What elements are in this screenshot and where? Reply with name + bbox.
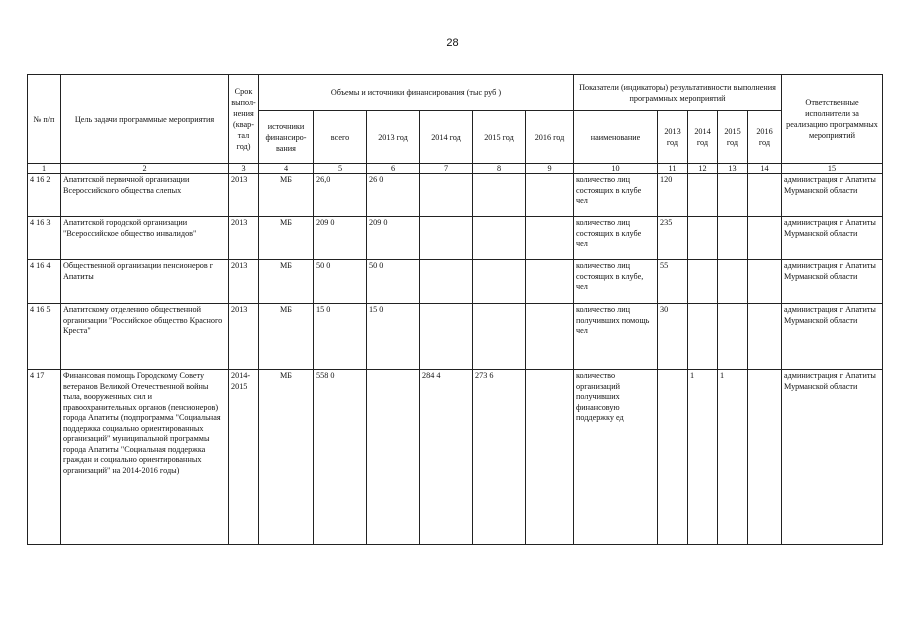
column-number: 10 bbox=[574, 164, 658, 174]
column-number: 2 bbox=[61, 164, 229, 174]
column-number: 11 bbox=[658, 164, 688, 174]
row-goal: Апатитской первичной организации Всероссийского общества слепых bbox=[61, 174, 229, 217]
row-fin-2015 bbox=[473, 260, 526, 304]
row-goal: Общественной организации пенсионеров г Апатиты bbox=[61, 260, 229, 304]
row-num: 4 16 4 bbox=[28, 260, 61, 304]
header-fin-2013: 2013 год bbox=[367, 111, 420, 164]
row-ind-2015 bbox=[718, 304, 748, 370]
header-ind-2014: 2014 год bbox=[688, 111, 718, 164]
row-fin-2016 bbox=[526, 370, 574, 545]
header-goal: Цель задачи программные мероприятия bbox=[61, 75, 229, 164]
row-fin-2015 bbox=[473, 304, 526, 370]
row-total: 15 0 bbox=[314, 304, 367, 370]
table-row bbox=[28, 260, 883, 304]
row-ind-2016 bbox=[748, 304, 782, 370]
row-term: 2013 bbox=[229, 174, 259, 217]
row-fin-2014 bbox=[420, 260, 473, 304]
row-ind-2015: 1 bbox=[718, 370, 748, 545]
column-number: 3 bbox=[229, 164, 259, 174]
page-number: 28 bbox=[446, 37, 459, 49]
header-num: № п/п bbox=[28, 75, 61, 164]
row-fin-2014 bbox=[420, 217, 473, 260]
column-number: 4 bbox=[259, 164, 314, 174]
column-number: 5 bbox=[314, 164, 367, 174]
column-number: 12 bbox=[688, 164, 718, 174]
row-responsible: администрация г Апатиты Мурманской области bbox=[782, 370, 883, 545]
header-ind-2016: 2016 год bbox=[748, 111, 782, 164]
row-fin-2015 bbox=[473, 217, 526, 260]
column-number-row bbox=[28, 164, 883, 174]
row-source: МБ bbox=[259, 304, 314, 370]
header-ind-2015: 2015 год bbox=[718, 111, 748, 164]
column-number: 1 bbox=[28, 164, 61, 174]
column-number: 9 bbox=[526, 164, 574, 174]
row-fin-2013 bbox=[367, 370, 420, 545]
row-num: 4 16 3 bbox=[28, 217, 61, 260]
row-fin-2013: 50 0 bbox=[367, 260, 420, 304]
row-num: 4 16 2 bbox=[28, 174, 61, 217]
table-row bbox=[28, 174, 883, 217]
row-indicator: количество лиц состоящих в клубе чел bbox=[574, 217, 658, 260]
row-indicator: количество организаций получивших финансовую поддержку ед bbox=[574, 370, 658, 545]
table-row bbox=[28, 304, 883, 370]
header-term: Срок выпол-нения (квар-тал год) bbox=[229, 75, 259, 164]
row-ind-2015 bbox=[718, 217, 748, 260]
row-fin-2015: 273 6 bbox=[473, 370, 526, 545]
row-ind-2013 bbox=[658, 370, 688, 545]
row-fin-2013: 15 0 bbox=[367, 304, 420, 370]
row-responsible: администрация г Апатиты Мурманской области bbox=[782, 260, 883, 304]
row-source: МБ bbox=[259, 370, 314, 545]
row-source: МБ bbox=[259, 260, 314, 304]
table-row bbox=[28, 217, 883, 260]
row-ind-2013: 120 bbox=[658, 174, 688, 217]
row-ind-2014 bbox=[688, 174, 718, 217]
row-ind-2015 bbox=[718, 260, 748, 304]
row-ind-2014: 1 bbox=[688, 370, 718, 545]
row-ind-2016 bbox=[748, 174, 782, 217]
program-measures-table bbox=[27, 74, 883, 545]
header-fin-source: источники финансиро-вания bbox=[259, 111, 314, 164]
row-source: МБ bbox=[259, 174, 314, 217]
row-total: 50 0 bbox=[314, 260, 367, 304]
column-number: 6 bbox=[367, 164, 420, 174]
row-goal: Финансовая помощь Городскому Совету ветеранов Великой Отечественной войны тыла, вооруженных сил и правоохранительных органов (пенсионеров) города Апатиты (подпрограмма "Социальная поддержка социально ориентированных организаций" муниципальной программы города Апатиты "Социальная поддержка граждан и социально ориентированных организаций" на 2014-2016 годы) bbox=[61, 370, 229, 545]
row-goal: Апатитскому отделению общественной организации "Российское общество Красного Креста" bbox=[61, 304, 229, 370]
row-fin-2016 bbox=[526, 304, 574, 370]
row-fin-2016 bbox=[526, 260, 574, 304]
header-row-1 bbox=[28, 75, 883, 111]
column-number: 7 bbox=[420, 164, 473, 174]
row-total: 26,0 bbox=[314, 174, 367, 217]
row-ind-2016 bbox=[748, 217, 782, 260]
header-fin-total: всего bbox=[314, 111, 367, 164]
row-source: МБ bbox=[259, 217, 314, 260]
row-term: 2013 bbox=[229, 217, 259, 260]
row-ind-2013: 55 bbox=[658, 260, 688, 304]
header-fin-2015: 2015 год bbox=[473, 111, 526, 164]
row-fin-2016 bbox=[526, 174, 574, 217]
row-term: 2014-2015 bbox=[229, 370, 259, 545]
row-fin-2014 bbox=[420, 174, 473, 217]
row-total: 209 0 bbox=[314, 217, 367, 260]
row-ind-2016 bbox=[748, 260, 782, 304]
row-term: 2013 bbox=[229, 260, 259, 304]
header-ind-2013: 2013 год bbox=[658, 111, 688, 164]
header-indicators-group: Показатели (индикаторы) результативности выполнения программных мероприятий bbox=[574, 75, 782, 111]
row-goal: Апатитской городской организации "Всероссийское общество инвалидов" bbox=[61, 217, 229, 260]
row-fin-2013: 209 0 bbox=[367, 217, 420, 260]
row-ind-2014 bbox=[688, 217, 718, 260]
column-number: 8 bbox=[473, 164, 526, 174]
row-indicator: количество лиц состоящих в клубе чел bbox=[574, 174, 658, 217]
header-fin-2014: 2014 год bbox=[420, 111, 473, 164]
header-fin-2016: 2016 год bbox=[526, 111, 574, 164]
row-fin-2016 bbox=[526, 217, 574, 260]
row-term: 2013 bbox=[229, 304, 259, 370]
row-fin-2014 bbox=[420, 304, 473, 370]
header-financing-group: Объемы и источники финансирования (тыс руб ) bbox=[259, 75, 574, 111]
row-fin-2015 bbox=[473, 174, 526, 217]
column-number: 13 bbox=[718, 164, 748, 174]
row-ind-2016 bbox=[748, 370, 782, 545]
row-total: 558 0 bbox=[314, 370, 367, 545]
row-num: 4 17 bbox=[28, 370, 61, 545]
row-responsible: администрация г Апатиты Мурманской области bbox=[782, 174, 883, 217]
row-fin-2014: 284 4 bbox=[420, 370, 473, 545]
row-responsible: администрация г Апатиты Мурманской области bbox=[782, 217, 883, 260]
row-indicator: количество лиц состоящих в клубе, чел bbox=[574, 260, 658, 304]
table-row bbox=[28, 370, 883, 545]
column-number: 14 bbox=[748, 164, 782, 174]
column-number: 15 bbox=[782, 164, 883, 174]
header-responsible: Ответственные исполнители за реализацию программных мероприятий bbox=[782, 75, 883, 164]
row-ind-2013: 235 bbox=[658, 217, 688, 260]
row-fin-2013: 26 0 bbox=[367, 174, 420, 217]
row-ind-2014 bbox=[688, 304, 718, 370]
row-ind-2014 bbox=[688, 260, 718, 304]
row-ind-2013: 30 bbox=[658, 304, 688, 370]
row-ind-2015 bbox=[718, 174, 748, 217]
header-ind-name: наименование bbox=[574, 111, 658, 164]
row-responsible: администрация г Апатиты Мурманской области bbox=[782, 304, 883, 370]
row-indicator: количество лиц получивших помощь чел bbox=[574, 304, 658, 370]
row-num: 4 16 5 bbox=[28, 304, 61, 370]
